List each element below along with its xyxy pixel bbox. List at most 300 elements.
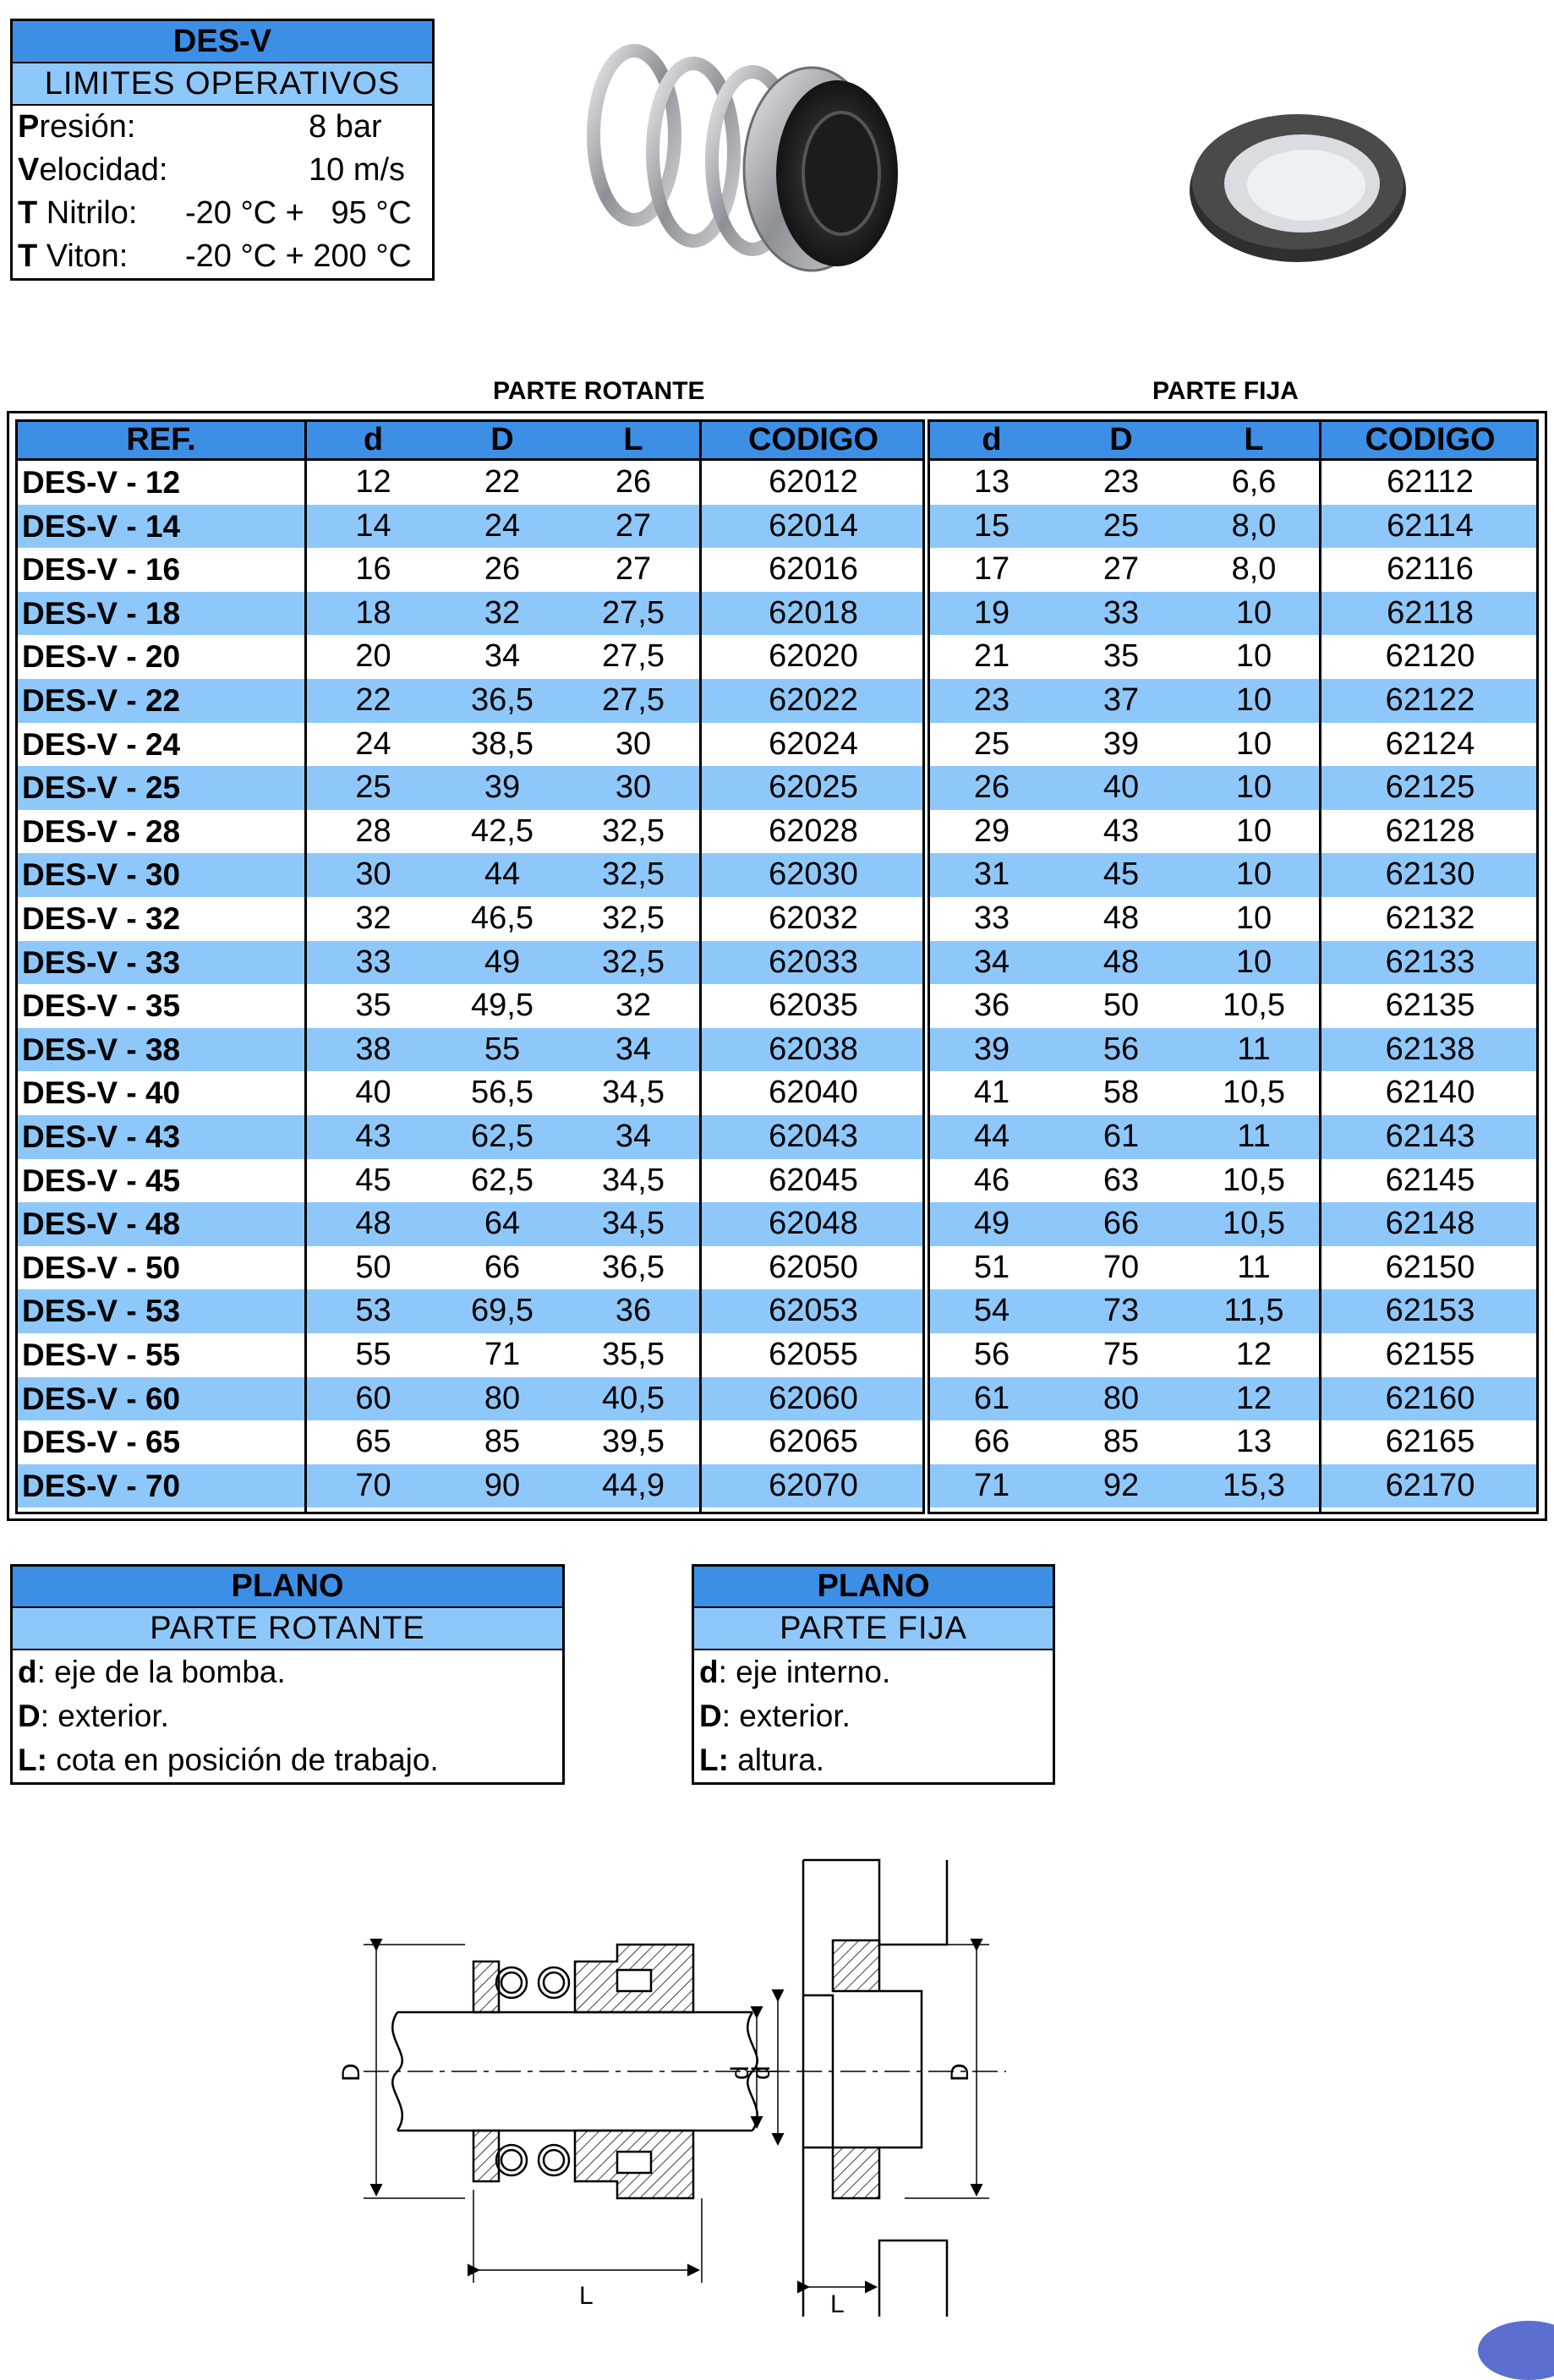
rotating-D-label: D <box>337 2063 365 2082</box>
table-row-fixed <box>930 635 1536 679</box>
table-row-rotating <box>18 635 922 679</box>
cell-rc: 62065 <box>769 1424 858 1460</box>
cell-rc: 62025 <box>769 769 858 806</box>
cell-rL: 27,5 <box>602 594 665 631</box>
cell-rc: 62060 <box>769 1380 858 1416</box>
cell-fL: 10,5 <box>1223 1075 1285 1111</box>
cell-fD: 56 <box>1103 1031 1140 1067</box>
table-row-fixed <box>930 592 1536 636</box>
plano-fixed-subtitle: PARTE FIJA <box>694 1608 1053 1650</box>
cell-fd: 61 <box>973 1380 1010 1416</box>
cell-fd: 23 <box>973 682 1010 718</box>
cell-rD: 32 <box>484 594 521 631</box>
table-row-rotating <box>18 679 922 723</box>
table-row-rotating <box>18 1464 922 1508</box>
cell-fc: 62138 <box>1385 1031 1475 1067</box>
cell-rD: 24 <box>484 507 521 544</box>
cell-rc: 62043 <box>769 1119 858 1154</box>
cell-fL: 10,5 <box>1223 1162 1285 1198</box>
cell-fc: 62132 <box>1385 900 1475 936</box>
cell-rc: 62040 <box>769 1075 858 1111</box>
cell-ref: DES-V - 28 <box>22 813 181 849</box>
table-row-rotating <box>18 766 922 810</box>
cell-rD: 71 <box>484 1337 521 1372</box>
cell-fd: 54 <box>973 1293 1010 1329</box>
table-row-rotating <box>18 723 922 767</box>
cell-rd: 18 <box>355 594 391 631</box>
cell-rc: 62033 <box>769 944 858 980</box>
cell-fd: 36 <box>973 988 1010 1024</box>
cell-rd: 25 <box>355 769 391 806</box>
cell-ref: DES-V - 25 <box>22 770 181 806</box>
cell-ref: DES-V - 65 <box>22 1425 181 1460</box>
table-row-fixed <box>930 461 1536 505</box>
cell-fL: 10 <box>1235 725 1272 762</box>
cell-ref: DES-V - 24 <box>22 726 181 762</box>
cell-rL: 27 <box>615 507 652 544</box>
cell-rc: 62070 <box>769 1467 858 1503</box>
cell-fL: 10,5 <box>1223 1206 1285 1242</box>
limits-title: DES-V <box>13 21 432 63</box>
cell-rD: 38,5 <box>471 725 534 762</box>
cell-rD: 85 <box>484 1424 521 1460</box>
cell-rc: 62012 <box>769 464 858 500</box>
plano-fixed-D: D: exterior. <box>699 1699 851 1733</box>
corner-decoration <box>1478 2321 1554 2380</box>
cell-fc: 62148 <box>1385 1206 1475 1242</box>
cell-fc: 62135 <box>1385 988 1475 1024</box>
table-row-fixed <box>930 897 1536 941</box>
cell-rD: 69,5 <box>471 1293 534 1329</box>
col-rot-code-header: CODIGO <box>747 422 879 457</box>
cell-fL: 8,0 <box>1231 507 1277 544</box>
cell-fD: 33 <box>1103 594 1140 631</box>
plano-rotating-L: L: cota en posición de trabajo. <box>18 1743 439 1777</box>
table-row-fixed <box>930 548 1536 592</box>
cell-rc: 62024 <box>769 725 858 762</box>
table-row-rotating <box>18 1202 922 1246</box>
cell-fd: 21 <box>973 638 1010 675</box>
cell-ref: DES-V - 16 <box>22 552 181 588</box>
cell-rD: 34 <box>484 638 521 675</box>
plano-fixed-box <box>692 1564 1055 1785</box>
cell-rc: 62018 <box>769 594 858 631</box>
cell-rc: 62020 <box>769 638 858 675</box>
cell-fD: 48 <box>1103 900 1140 936</box>
cell-rd: 30 <box>355 856 391 893</box>
fixed-L-label: L <box>830 2290 845 2318</box>
plano-fixed-L: L: altura. <box>699 1743 825 1777</box>
cell-fD: 50 <box>1103 988 1140 1024</box>
cell-rd: 48 <box>355 1206 391 1242</box>
cell-fD: 48 <box>1103 944 1140 980</box>
table-row-fixed <box>930 1464 1536 1508</box>
cell-rL: 34,5 <box>602 1162 665 1198</box>
cell-fD: 85 <box>1103 1424 1140 1460</box>
table-row-fixed <box>930 1159 1536 1203</box>
table-row-rotating <box>18 1028 922 1072</box>
cell-fd: 49 <box>973 1206 1010 1242</box>
table-row-fixed <box>930 505 1536 549</box>
cell-rd: 50 <box>355 1249 391 1285</box>
cell-rL: 32,5 <box>602 856 665 893</box>
cell-rc: 62014 <box>769 507 858 544</box>
plano-rotating-box <box>10 1564 565 1785</box>
plano-rotating-D: D: exterior. <box>18 1699 169 1733</box>
cell-rD: 46,5 <box>471 900 534 936</box>
dimensions-table <box>7 411 1547 1521</box>
cell-fd: 46 <box>973 1162 1010 1198</box>
table-row-fixed <box>930 1246 1536 1290</box>
cell-rL: 34,5 <box>602 1206 665 1242</box>
col-ref-header: REF. <box>126 422 196 457</box>
table-row-fixed <box>930 1420 1536 1464</box>
group-title-rotating: PARTE ROTANTE <box>493 377 705 405</box>
cell-fD: 75 <box>1103 1337 1140 1372</box>
cell-ref: DES-V - 45 <box>22 1163 181 1198</box>
limits-subtitle: LIMITES OPERATIVOS <box>13 63 432 106</box>
cell-fD: 63 <box>1103 1162 1140 1198</box>
cell-fL: 11,5 <box>1223 1293 1284 1329</box>
cell-ref: DES-V - 35 <box>22 988 181 1024</box>
cell-rc: 62050 <box>769 1249 858 1285</box>
operating-limits-box <box>10 19 435 281</box>
cell-fD: 92 <box>1103 1467 1140 1503</box>
cell-ref: DES-V - 14 <box>22 508 181 544</box>
cell-fD: 80 <box>1103 1380 1140 1416</box>
cell-fD: 37 <box>1103 682 1140 718</box>
table-row-fixed <box>930 1115 1536 1159</box>
cell-rc: 62048 <box>769 1206 858 1242</box>
cell-rL: 40,5 <box>602 1380 665 1416</box>
table-row-fixed <box>930 1333 1536 1377</box>
cell-fc: 62114 <box>1387 507 1474 544</box>
cell-rL: 27 <box>615 551 652 588</box>
cell-fL: 10 <box>1235 682 1272 718</box>
cell-fc: 62128 <box>1385 812 1475 849</box>
cell-ref: DES-V - 43 <box>22 1119 181 1154</box>
table-row-fixed <box>930 1071 1536 1115</box>
cell-fd: 31 <box>973 856 1010 893</box>
cell-fd: 26 <box>973 769 1010 806</box>
cell-fD: 45 <box>1103 856 1140 893</box>
cell-rL: 30 <box>615 725 652 762</box>
cell-fL: 10 <box>1235 769 1272 806</box>
cell-ref: DES-V - 50 <box>22 1250 181 1285</box>
col-rot-L-header: L <box>623 422 643 457</box>
cell-fd: 13 <box>973 464 1010 500</box>
cell-rD: 44 <box>484 856 521 893</box>
speed-value: 10 m/s <box>309 152 406 188</box>
plano-rotating-title: PLANO <box>13 1567 562 1608</box>
cell-fL: 10 <box>1235 900 1272 936</box>
cell-fL: 13 <box>1235 1424 1272 1460</box>
table-row-fixed <box>930 1289 1536 1333</box>
cell-fc: 62165 <box>1385 1424 1475 1460</box>
cell-rD: 56,5 <box>471 1075 534 1111</box>
cell-rD: 36,5 <box>471 682 534 718</box>
table-row-rotating <box>18 853 922 897</box>
cell-rd: 16 <box>355 551 391 588</box>
table-row-rotating <box>18 1071 922 1115</box>
cell-rd: 12 <box>355 464 391 500</box>
plano-fixed-d: d: eje interno. <box>699 1655 891 1689</box>
cell-fc: 62118 <box>1387 594 1474 631</box>
cell-fL: 12 <box>1235 1337 1272 1372</box>
cell-fD: 61 <box>1103 1119 1140 1154</box>
cell-ref: DES-V - 60 <box>22 1381 181 1416</box>
cell-rd: 32 <box>355 900 391 936</box>
table-row-rotating <box>18 505 922 549</box>
table-row-rotating <box>18 1289 922 1333</box>
cell-fD: 73 <box>1103 1293 1140 1329</box>
cell-fd: 66 <box>973 1424 1010 1460</box>
cell-rD: 55 <box>484 1031 521 1067</box>
table-row-rotating <box>18 897 922 941</box>
cell-ref: DES-V - 12 <box>22 465 181 500</box>
cell-fc: 62143 <box>1385 1119 1475 1154</box>
cell-rd: 20 <box>355 638 391 675</box>
cell-fc: 62125 <box>1385 769 1475 806</box>
viton-range: -20 °C + 200 °C <box>184 238 412 274</box>
cell-fd: 71 <box>973 1467 1010 1503</box>
cell-fL: 12 <box>1235 1380 1272 1416</box>
cell-rL: 34,5 <box>602 1075 665 1111</box>
cell-ref: DES-V - 48 <box>22 1206 181 1242</box>
table-row-rotating <box>18 941 922 985</box>
cell-fL: 10 <box>1235 594 1272 631</box>
cell-rL: 32 <box>615 988 652 1024</box>
cell-fc: 62170 <box>1385 1467 1475 1503</box>
cell-fc: 62155 <box>1385 1337 1475 1372</box>
cell-fD: 70 <box>1103 1249 1140 1285</box>
cell-fD: 23 <box>1103 464 1140 500</box>
cell-rD: 66 <box>484 1249 521 1285</box>
table-header-fixed <box>930 422 1536 461</box>
cell-fD: 43 <box>1103 812 1140 849</box>
table-row-fixed <box>930 1028 1536 1072</box>
cell-fc: 62112 <box>1387 464 1474 500</box>
cell-ref: DES-V - 40 <box>22 1075 181 1111</box>
nitrile-range: -20 °C + 95 °C <box>184 195 412 231</box>
group-title-fixed: PARTE FIJA <box>1152 377 1299 405</box>
cell-rL: 26 <box>615 464 652 500</box>
cell-rd: 53 <box>355 1293 391 1329</box>
cell-rd: 22 <box>355 682 391 718</box>
cell-rd: 28 <box>355 812 391 849</box>
cell-rd: 35 <box>355 988 391 1024</box>
limits-row-speed: Velocidad: 10 m/s <box>13 149 432 192</box>
cell-fL: 11 <box>1237 1119 1271 1154</box>
table-row-fixed <box>930 810 1536 854</box>
table-row-rotating <box>18 1159 922 1203</box>
rotating-part-panel <box>15 419 925 1514</box>
table-row-fixed <box>930 723 1536 767</box>
cell-rc: 62028 <box>769 812 858 849</box>
table-row-fixed <box>930 1377 1536 1421</box>
cell-rD: 39 <box>484 769 521 806</box>
cell-fc: 62145 <box>1385 1162 1475 1198</box>
cell-fd: 17 <box>973 551 1010 588</box>
table-row-rotating <box>18 1420 922 1464</box>
cell-fd: 51 <box>973 1249 1010 1285</box>
cell-rd: 38 <box>355 1031 391 1067</box>
cell-ref: DES-V - 30 <box>22 857 181 893</box>
table-row-fixed <box>930 853 1536 897</box>
cell-rd: 24 <box>355 725 391 762</box>
cell-ref: DES-V - 70 <box>22 1468 181 1503</box>
cell-rL: 36 <box>615 1293 652 1329</box>
table-row-fixed <box>930 984 1536 1028</box>
cell-fc: 62116 <box>1387 551 1474 588</box>
cell-rd: 33 <box>355 944 391 980</box>
cell-fd: 44 <box>973 1119 1010 1154</box>
cell-fL: 8,0 <box>1231 551 1277 588</box>
cell-rd: 14 <box>355 507 391 544</box>
cell-fc: 62150 <box>1385 1249 1475 1285</box>
cell-rL: 32,5 <box>602 812 665 849</box>
cell-ref: DES-V - 55 <box>22 1338 181 1372</box>
cell-rL: 34 <box>615 1031 652 1067</box>
cell-fD: 39 <box>1103 725 1140 762</box>
table-row-fixed <box>930 941 1536 985</box>
table-row-fixed <box>930 766 1536 810</box>
cell-fd: 39 <box>973 1031 1010 1067</box>
cell-ref: DES-V - 18 <box>22 595 181 631</box>
limits-row-pressure: Presión: 8 bar <box>13 106 432 149</box>
cell-fD: 40 <box>1103 769 1140 806</box>
cell-rL: 34 <box>615 1119 652 1154</box>
col-fix-D-header: D <box>1109 422 1133 457</box>
cell-fc: 62160 <box>1385 1380 1475 1416</box>
cell-fd: 34 <box>973 944 1010 980</box>
cell-fd: 33 <box>973 900 1010 936</box>
cell-fd: 56 <box>973 1337 1010 1372</box>
cell-ref: DES-V - 20 <box>22 639 181 675</box>
cell-rc: 62022 <box>769 682 858 718</box>
cell-rD: 26 <box>484 551 521 588</box>
cell-fL: 11 <box>1237 1031 1271 1067</box>
cell-rL: 27,5 <box>602 638 665 675</box>
cell-fd: 29 <box>973 812 1010 849</box>
cell-fd: 15 <box>973 507 1010 544</box>
cell-fd: 19 <box>973 594 1010 631</box>
table-row-rotating <box>18 592 922 636</box>
cell-rd: 40 <box>355 1075 391 1111</box>
cell-ref: DES-V - 33 <box>22 944 181 980</box>
cell-rD: 49 <box>484 944 521 980</box>
cell-fL: 10 <box>1235 944 1272 980</box>
cell-rc: 62035 <box>769 988 858 1024</box>
cell-fc: 62124 <box>1385 725 1475 762</box>
cell-fc: 62122 <box>1385 682 1475 718</box>
fixed-D-label: D <box>946 2063 974 2082</box>
fixed-part-drawing <box>747 1860 1006 2318</box>
cell-rd: 45 <box>355 1162 391 1198</box>
cell-rD: 49,5 <box>471 988 534 1024</box>
cell-fL: 10 <box>1235 638 1272 675</box>
cell-rD: 80 <box>484 1380 521 1416</box>
table-row-rotating <box>18 1333 922 1377</box>
cell-rD: 64 <box>484 1206 521 1242</box>
cell-rc: 62045 <box>769 1162 858 1198</box>
cell-fd: 41 <box>973 1075 1010 1111</box>
cell-rL: 36,5 <box>602 1249 665 1285</box>
cell-rL: 30 <box>615 769 652 806</box>
table-row-rotating <box>18 810 922 854</box>
plano-fixed-title: PLANO <box>694 1567 1053 1608</box>
cell-rc: 62032 <box>769 900 858 936</box>
cell-ref: DES-V - 22 <box>22 683 181 718</box>
col-fix-d-header: d <box>982 422 1002 457</box>
plano-rotating-d: d: eje de la bomba. <box>18 1655 286 1689</box>
rotating-part-drawing <box>337 1945 786 2310</box>
cell-rL: 32,5 <box>602 900 665 936</box>
rotating-d-label: d <box>726 2065 754 2080</box>
cell-rd: 60 <box>355 1380 391 1416</box>
cell-fL: 6,6 <box>1231 464 1277 500</box>
cell-fd: 25 <box>973 725 1010 762</box>
table-row-rotating <box>18 1377 922 1421</box>
cell-rd: 43 <box>355 1119 391 1154</box>
col-fix-L-header: L <box>1244 422 1264 457</box>
stationary-seat-photo <box>1184 106 1412 266</box>
col-rot-D-header: D <box>490 422 514 457</box>
cell-rc: 62038 <box>769 1031 858 1067</box>
table-row-rotating <box>18 548 922 592</box>
cell-ref: DES-V - 32 <box>22 901 181 936</box>
cell-rd: 65 <box>355 1424 391 1460</box>
cell-fc: 62130 <box>1385 856 1475 893</box>
cell-fL: 11 <box>1237 1249 1271 1285</box>
cell-fD: 27 <box>1103 551 1140 588</box>
cell-fc: 62140 <box>1385 1075 1475 1111</box>
technical-drawing <box>313 1843 1057 2333</box>
cell-fD: 25 <box>1103 507 1140 544</box>
cell-rD: 22 <box>484 464 521 500</box>
fixed-d-label: d <box>747 2065 775 2080</box>
cell-ref: DES-V - 38 <box>22 1031 181 1067</box>
cell-rL: 27,5 <box>602 682 665 718</box>
rotating-seal-photo <box>583 25 905 330</box>
pressure-value: 8 bar <box>309 109 382 145</box>
cell-fL: 10 <box>1235 856 1272 893</box>
col-rot-d-header: d <box>363 422 384 457</box>
cell-rD: 62,5 <box>471 1119 534 1154</box>
table-row-rotating <box>18 1115 922 1159</box>
cell-fL: 15,3 <box>1223 1467 1285 1503</box>
cell-rd: 70 <box>355 1467 391 1503</box>
cell-rL: 44,9 <box>602 1467 665 1503</box>
cell-rc: 62055 <box>769 1337 858 1372</box>
cell-rc: 62053 <box>769 1293 858 1329</box>
table-row-fixed <box>930 679 1536 723</box>
table-header-rotating <box>18 422 922 461</box>
cell-fc: 62153 <box>1385 1293 1475 1329</box>
cell-rD: 90 <box>484 1467 521 1503</box>
cell-fc: 62133 <box>1385 944 1475 980</box>
cell-fL: 10 <box>1235 812 1272 849</box>
col-fix-code-header: CODIGO <box>1365 422 1496 457</box>
cell-ref: DES-V - 53 <box>22 1294 181 1329</box>
cell-rc: 62030 <box>769 856 858 893</box>
plano-rotating-subtitle: PARTE ROTANTE <box>13 1608 562 1650</box>
cell-fc: 62120 <box>1385 638 1475 675</box>
table-row-fixed <box>930 1202 1536 1246</box>
cell-fD: 66 <box>1103 1206 1140 1242</box>
cell-rL: 39,5 <box>602 1424 665 1460</box>
table-row-rotating <box>18 461 922 505</box>
